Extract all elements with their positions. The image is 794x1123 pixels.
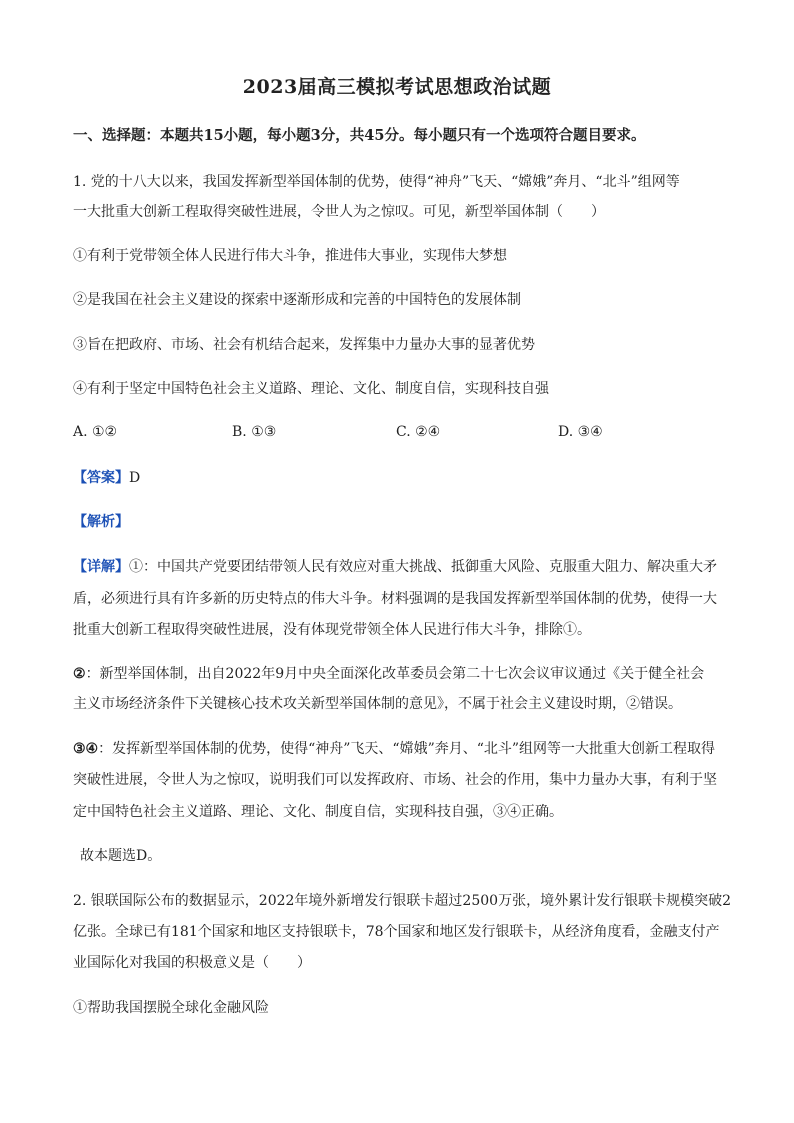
answer-tag: 【答案】 [73,470,129,486]
detail-p2-text1: ：新型举国体制，出自2022年9月中央全面深化改革委员会第二十七次会议审议通过《关于健全社会 [85,666,705,682]
detail-p2-mark: ② [73,666,86,682]
q1-stem-line2: 一大批重大创新工程取得突破性进展，令世人为之惊叹。可见，新型举国体制（ ） [73,204,605,220]
q1-detail-p1-line2: 盾，必须进行具有许多新的历史特点的伟大斗争。材料强调的是我国发挥新型举国体制的优势，使得一大 [73,591,717,607]
q1-option-c: C. ②④ [396,424,441,440]
detail-p1-text1: ①：中国共产党要团结带领人民有效应对重大挑战、抵御重大风险、克服重大阻力、解决重大矛 [129,559,717,575]
q1-analysis-heading [73,512,725,532]
q1-option-a: A. ①② [73,424,118,440]
q1-option-b: B. ①③ [232,424,277,440]
q1-detail-p3-line3: 定中国特色社会主义道路、理论、文化、制度自信，实现科技自强，③④正确。 [73,804,563,820]
q1-conclusion: 故本题选D。 [80,848,162,864]
q1-option-d: D. ③④ [558,424,603,440]
page-title: 2023届高三模拟考试思想政治试题 [242,76,552,98]
q1-item-1: ①有利于党带领全体人民进行伟大斗争，推进伟大事业，实现伟大梦想 [73,248,507,264]
detail-p3-text1: ：发挥新型举国体制的优势，使得“神舟”飞天、“嫦娥”奔月、“北斗”组网等一大批重大创新工程取得 [98,741,716,757]
q1-item-2: ②是我国在社会主义建设的探索中逐渐形成和完善的中国特色的发展体制 [73,292,521,308]
q1-item-4: ④有利于坚定中国特色社会主义道路、理论、文化、制度自信，实现科技自强 [73,381,549,397]
q1-detail-p3-line1 [73,739,725,759]
q1-detail-p1-line3: 批重大创新工程取得突破性进展，没有体现党带领全体人民进行伟大斗争，排除①。 [73,622,591,638]
q1-stem-line1: 1. 党的十八大以来，我国发挥新型举国体制的优势，使得“神舟”飞天、“嫦娥”奔月、“北斗”组网等 [73,174,680,190]
q1-detail-p3-line2: 突破性进展，令世人为之惊叹，说明我们可以发挥政府、市场、社会的作用，集中力量办大事，有利于坚 [73,772,717,788]
q2-stem-line3: 业国际化对我国的积极意义是（ ） [73,955,311,971]
q2-item-1: ①帮助我国摆脱全球化金融风险 [73,1000,269,1016]
q1-detail-p2-line1 [73,664,725,684]
q1-detail-p2-line2: 主义市场经济条件下关键核心技术攻关新型举国体制的意见》，不属于社会主义建设时期，②错误。 [73,696,682,712]
detail-p3-mark: ③④ [73,741,99,757]
q1-detail-p1-line1 [73,557,725,577]
answer-value: D [129,470,141,486]
q1-answer [73,468,725,488]
q1-item-3: ③旨在把政府、市场、社会有机结合起来，发挥集中力量办大事的显著优势 [73,337,535,353]
section-heading: 一、选择题：本题共15小题，每小题3分，共45分。每小题只有一个选项符合题目要求。 [73,127,646,144]
q2-stem-line1: 2. 银联国际公布的数据显示，2022年境外新增发行银联卡超过2500万张，境外累计发行银联卡规模突破2 [73,893,731,909]
analysis-tag: 【解析】 [73,514,129,530]
detail-tag: 【详解】 [73,559,129,575]
q2-stem-line2: 亿张。全球已有181个国家和地区支持银联卡，78个国家和地区发行银联卡，从经济角度看，金融支付产 [73,924,720,940]
